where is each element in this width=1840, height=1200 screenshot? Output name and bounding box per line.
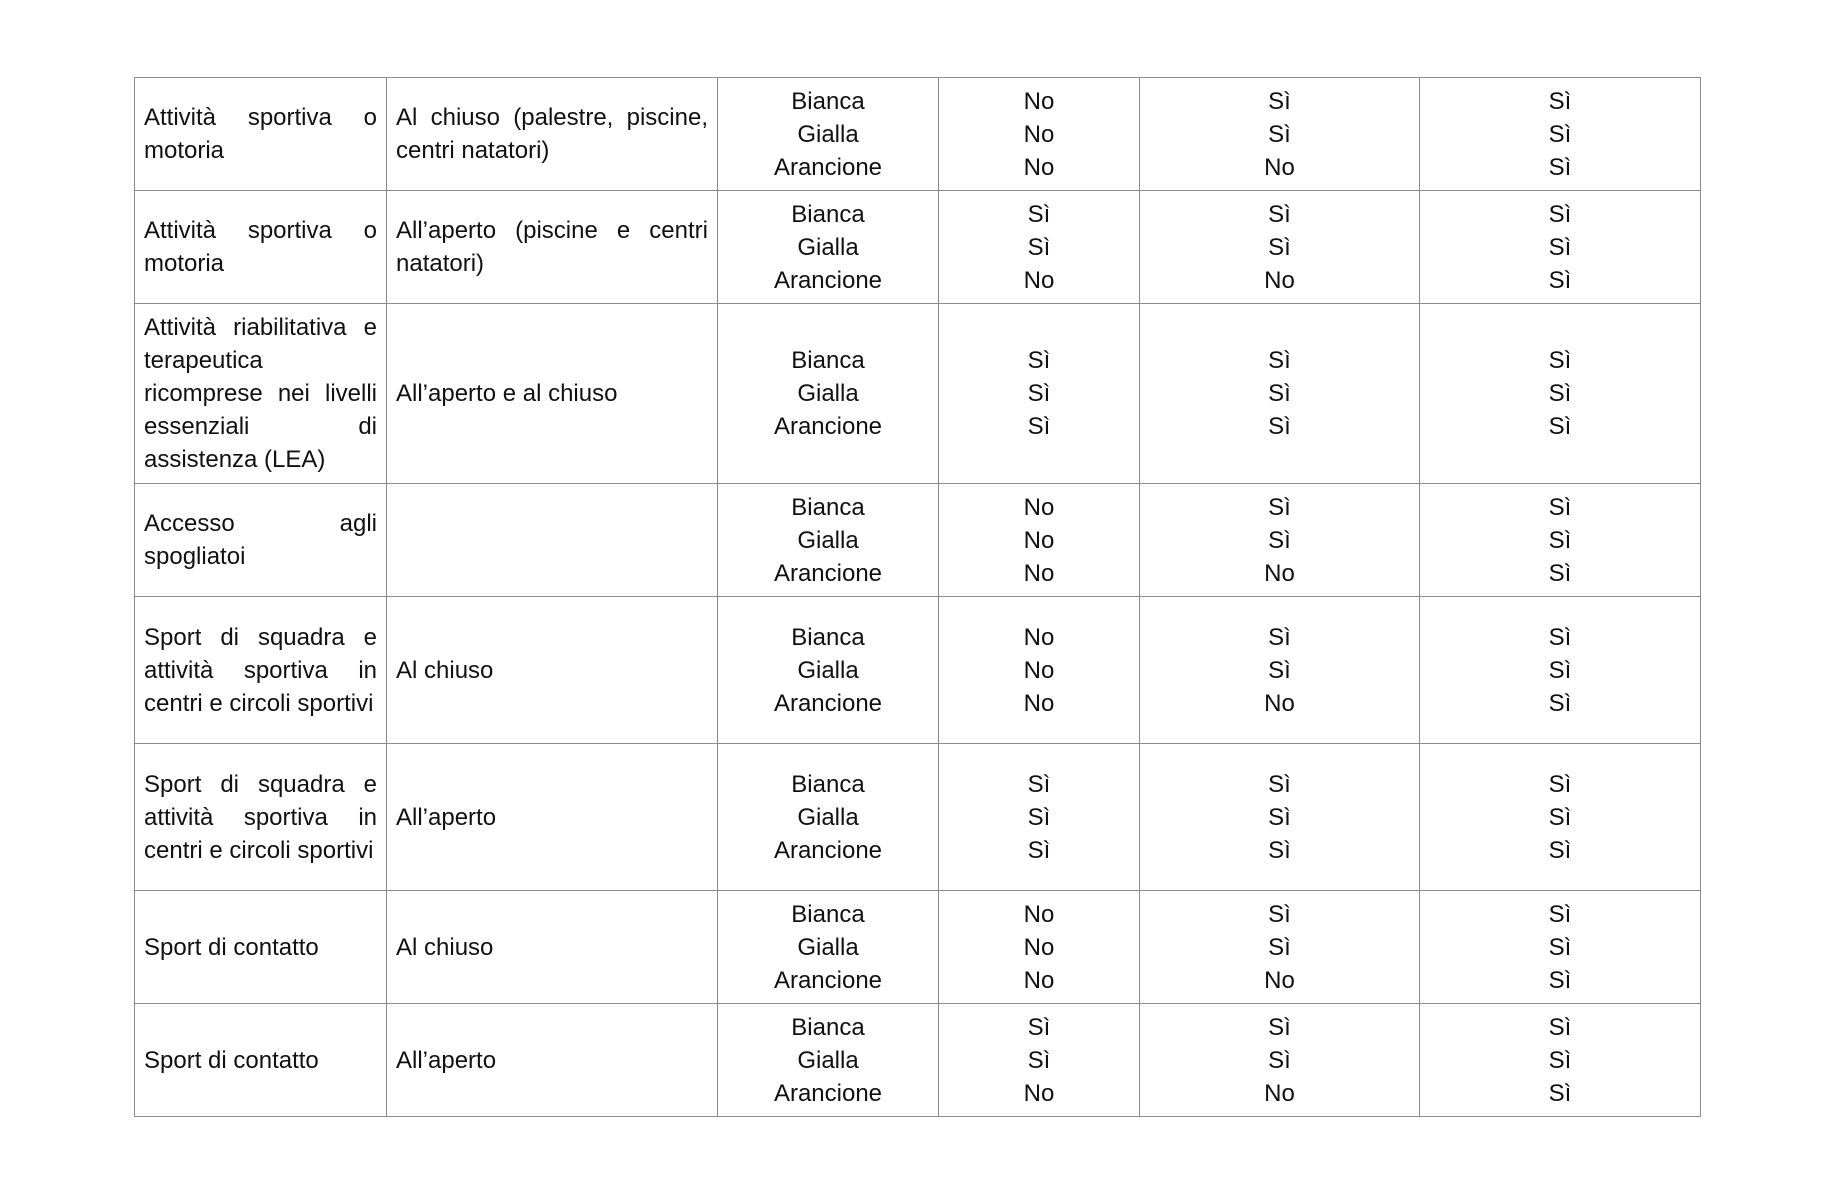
value-label: Sì [1548, 347, 1572, 374]
zone-cell [718, 597, 939, 744]
value-label: No [1023, 900, 1055, 928]
table-row [135, 191, 1701, 304]
value-cell-col3 [1420, 891, 1701, 1004]
value-label: No [1023, 933, 1055, 961]
value-cell-col3 [1420, 191, 1701, 304]
activity-cell: Sport di squadra e attività sportiva in centri e circoli sportivi [135, 597, 387, 744]
zone-label: Bianca [791, 347, 865, 374]
value-label: Sì [1548, 153, 1572, 181]
activity-cell: Attività sportiva o motoria [135, 78, 387, 191]
value-label: No [1023, 493, 1055, 521]
value-label: Sì [1548, 1046, 1572, 1074]
value-label: Sì [1548, 770, 1572, 798]
table-body [135, 78, 1701, 1117]
value-label: No [1023, 966, 1055, 994]
value-label: Sì [1027, 836, 1051, 864]
value-label: Sì [1268, 493, 1291, 521]
value-cell-col1 [939, 304, 1140, 484]
value-cell-col2 [1140, 744, 1420, 891]
activity-cell: Accesso agli spogliatoi [135, 484, 387, 597]
setting-cell: All’aperto [387, 744, 718, 891]
value-cell-col3 [1420, 744, 1701, 891]
value-label: No [1023, 87, 1055, 115]
value-cell-col3 [1420, 78, 1701, 191]
value-label: Sì [1268, 770, 1291, 798]
setting-cell: All’aperto (piscine e centri natatori) [387, 191, 718, 304]
activity-cell: Sport di contatto [135, 891, 387, 1004]
value-cell-col3 [1420, 1004, 1701, 1117]
zone-cell [718, 891, 939, 1004]
value-label: Sì [1548, 559, 1572, 587]
value-label: Sì [1027, 803, 1051, 831]
table-row [135, 1004, 1701, 1117]
value-label: No [1023, 526, 1055, 554]
value-label: Sì [1268, 1013, 1291, 1041]
value-label: No [1023, 656, 1055, 684]
value-label: Sì [1268, 233, 1291, 261]
table-row [135, 304, 1701, 484]
value-label: Sì [1268, 623, 1291, 651]
zone-cell [718, 1004, 939, 1117]
value-label: Sì [1268, 200, 1291, 228]
value-label: Sì [1548, 900, 1572, 928]
value-label: No [1264, 1079, 1295, 1107]
value-label: Sì [1027, 1013, 1051, 1041]
value-label: Sì [1027, 200, 1051, 228]
value-label: No [1264, 689, 1295, 717]
activity-cell: Sport di squadra e attività sportiva in centri e circoli sportivi [135, 744, 387, 891]
table-row [135, 484, 1701, 597]
value-label: Sì [1268, 900, 1291, 928]
value-label: Sì [1548, 493, 1572, 521]
value-label: No [1264, 266, 1295, 294]
value-cell-col2 [1140, 191, 1420, 304]
zone-label: Bianca [791, 200, 865, 228]
zone-label: Bianca [791, 493, 865, 521]
value-label: Sì [1268, 933, 1291, 961]
value-label: No [1023, 153, 1055, 181]
zone-label: Gialla [797, 803, 859, 831]
setting-cell: All’aperto [387, 1004, 718, 1117]
value-label: Sì [1548, 1013, 1572, 1041]
zone-label: Bianca [791, 1013, 865, 1041]
restrictions-table [134, 77, 1701, 1117]
value-label: Sì [1548, 623, 1572, 651]
setting-cell: Al chiuso (palestre, piscine, centri natatori) [387, 78, 718, 191]
value-cell-col2 [1140, 1004, 1420, 1117]
value-label: Sì [1027, 1046, 1051, 1074]
zone-label: Bianca [791, 770, 865, 798]
value-label: Sì [1548, 233, 1572, 261]
value-cell-col2 [1140, 78, 1420, 191]
zone-cell [718, 304, 939, 484]
value-label: No [1264, 559, 1295, 587]
table-row [135, 78, 1701, 191]
value-cell-col1 [939, 78, 1140, 191]
value-label: No [1023, 1079, 1055, 1107]
activity-cell: Attività riabilitativa e terapeutica ricomprese nei livelli essenziali di assistenza (LEA) [135, 304, 387, 484]
value-label: Sì [1268, 87, 1291, 115]
value-label: Sì [1548, 526, 1572, 554]
zone-cell [718, 78, 939, 191]
table-row [135, 597, 1701, 744]
zone-label: Arancione [773, 1079, 883, 1107]
value-label: Sì [1268, 380, 1291, 407]
value-label: Sì [1268, 1046, 1291, 1074]
value-cell-col2 [1140, 597, 1420, 744]
value-label: Sì [1548, 266, 1572, 294]
value-label: Sì [1268, 656, 1291, 684]
zone-cell [718, 744, 939, 891]
value-label: No [1023, 120, 1055, 148]
value-label: Sì [1268, 836, 1291, 864]
value-label: Sì [1268, 526, 1291, 554]
zone-label: Gialla [797, 1046, 859, 1074]
value-cell-col3 [1420, 597, 1701, 744]
value-label: Sì [1027, 770, 1051, 798]
value-label: No [1023, 623, 1055, 651]
zone-label: Bianca [791, 623, 865, 651]
value-label: Sì [1548, 966, 1572, 994]
value-label: Sì [1268, 413, 1291, 440]
value-cell-col1 [939, 597, 1140, 744]
activity-cell: Sport di contatto [135, 1004, 387, 1117]
value-cell-col1 [939, 191, 1140, 304]
value-cell-col2 [1140, 891, 1420, 1004]
zone-cell [718, 191, 939, 304]
zone-label: Gialla [797, 380, 859, 407]
value-label: No [1023, 559, 1055, 587]
value-label: Sì [1027, 233, 1051, 261]
zone-label: Gialla [797, 120, 859, 148]
value-label: Sì [1548, 1079, 1572, 1107]
setting-cell [387, 484, 718, 597]
table-row [135, 891, 1701, 1004]
value-label: Sì [1027, 380, 1051, 407]
value-label: Sì [1548, 933, 1572, 961]
zone-label: Arancione [773, 836, 883, 864]
value-label: Sì [1268, 803, 1291, 831]
value-cell-col2 [1140, 484, 1420, 597]
zone-label: Arancione [773, 689, 883, 717]
value-label: No [1264, 153, 1295, 181]
zone-label: Arancione [773, 559, 883, 587]
value-label: Sì [1268, 347, 1291, 374]
value-cell-col2 [1140, 304, 1420, 484]
value-label: Sì [1548, 413, 1572, 440]
table-row [135, 744, 1701, 891]
zone-label: Gialla [797, 656, 859, 684]
value-label: No [1023, 266, 1055, 294]
value-label: Sì [1268, 120, 1291, 148]
zone-label: Arancione [773, 413, 883, 440]
value-cell-col1 [939, 891, 1140, 1004]
setting-cell: All’aperto e al chiuso [387, 304, 718, 484]
zone-label: Arancione [773, 966, 883, 994]
value-label: Sì [1027, 413, 1051, 440]
value-label: Sì [1548, 120, 1572, 148]
value-cell-col1 [939, 744, 1140, 891]
value-label: No [1023, 689, 1055, 717]
value-label: Sì [1548, 689, 1572, 717]
value-cell-col1 [939, 1004, 1140, 1117]
zone-label: Arancione [773, 266, 883, 294]
activity-cell: Attività sportiva o motoria [135, 191, 387, 304]
value-cell-col3 [1420, 304, 1701, 484]
zone-label: Gialla [797, 526, 859, 554]
value-label: Sì [1548, 87, 1572, 115]
zone-label: Gialla [797, 233, 859, 261]
value-cell-col1 [939, 484, 1140, 597]
value-label: No [1264, 966, 1295, 994]
value-label: Sì [1548, 803, 1572, 831]
zone-cell [718, 484, 939, 597]
value-label: Sì [1548, 380, 1572, 407]
zone-label: Gialla [797, 933, 859, 961]
value-label: Sì [1548, 836, 1572, 864]
zone-label: Bianca [791, 87, 865, 115]
setting-cell: Al chiuso [387, 891, 718, 1004]
zone-label: Arancione [773, 153, 883, 181]
zone-label: Bianca [791, 900, 865, 928]
value-label: Sì [1027, 347, 1051, 374]
value-label: Sì [1548, 656, 1572, 684]
value-label: Sì [1548, 200, 1572, 228]
setting-cell: Al chiuso [387, 597, 718, 744]
value-cell-col3 [1420, 484, 1701, 597]
